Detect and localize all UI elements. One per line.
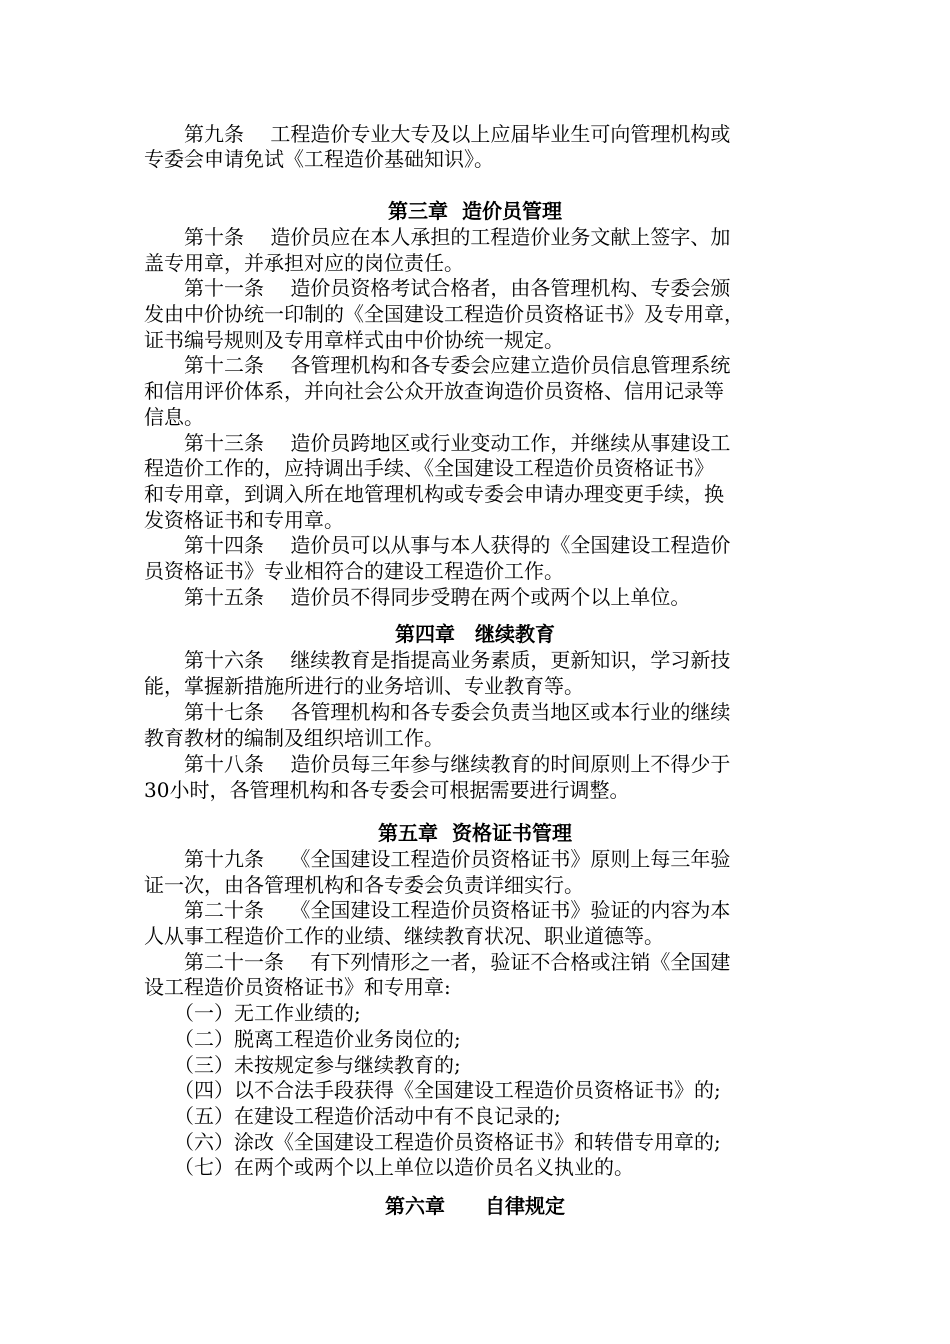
text-line: 设工程造价员资格证书》和专用章: [144,975,451,1000]
text-line: 发资格证书和专用章。 [144,507,344,532]
text-line: 证一次，由各管理机构和各专委会负责详细实行。 [144,872,584,897]
chapter-heading: 第六章 自律规定 [385,1194,565,1218]
text-line: 第十条 造价员应在本人承担的工程造价业务文献上签字、加 [144,225,731,249]
text-line: （三）未按规定参与继续教育的; [144,1052,461,1077]
text-line: 人从事工程造价工作的业绩、继续教育状况、职业道德等。 [144,924,664,949]
text-line: 第十七条 各管理机构和各专委会负责当地区或本行业的继续 [144,700,731,724]
text-line: （四）以不合法手段获得《全国建设工程造价员资格证书》的; [144,1078,721,1103]
text-line: 30小时，各管理机构和各专委会可根据需要进行调整。 [144,778,630,802]
text-line: 和专用章，到调入所在地管理机构或专委会申请办理变更手续，换 [144,481,724,506]
chapter-heading: 第四章 继续教育 [395,622,555,646]
text-line: （六）涂改《全国建设工程造价员资格证书》和转借专用章的; [144,1129,721,1154]
article-paragraph [144,122,834,172]
text-line: 第十四条 造价员可以从事与本人获得的《全国建设工程造价 [144,533,731,558]
chapter-heading: 第五章 资格证书管理 [378,821,572,845]
text-line: 第十一条 造价员资格考试合格者，由各管理机构、专委会颁 [144,276,731,301]
text-line: （一）无工作业绩的; [144,1001,361,1026]
text-line: 第二十条 《全国建设工程造价员资格证书》验证的内容为本 [144,898,731,923]
text-line: （二）脱离工程造价业务岗位的; [144,1026,461,1051]
text-line: 专委会申请免试《工程造价基础知识》。 [144,147,494,171]
text-line: 第十九条 《全国建设工程造价员资格证书》原则上每三年验 [144,847,731,871]
text-line: 第二十一条 有下列情形之一者，验证不合格或注销《全国建 [144,949,731,974]
article-paragraph [144,225,834,610]
chapter-heading: 第三章 造价员管理 [388,199,562,223]
text-line: 第十五条 造价员不得同步受聘在两个或两个以上单位。 [144,584,691,609]
text-line: 信息。 [144,404,204,429]
text-line: 员资格证书》专业相符合的建设工程造价工作。 [144,558,564,583]
text-line: 第十八条 造价员每三年参与继续教育的时间原则上不得少于 [144,752,731,776]
text-line: 盖专用章，并承担对应的岗位责任。 [144,250,464,275]
text-line: （五）在建设工程造价活动中有不良记录的; [144,1103,561,1128]
text-line: 程造价工作的，应持调出手续、《全国建设工程造价员资格证书》 [144,456,714,481]
text-line: 第十六条 继续教育是指提高业务素质，更新知识，学习新技 [144,648,731,672]
text-line: 发由中价协统一印制的《全国建设工程造价员资格证书》及专用章， [144,302,744,327]
text-line: 和信用评价体系，并向社会公众开放查询造价员资格、信用记录等 [144,379,724,404]
text-line: 证书编号规则及专用章样式由中价协统一规定。 [144,327,564,352]
article-paragraph [144,847,834,1181]
text-line: 第十三条 造价员跨地区或行业变动工作，并继续从事建设工 [144,430,731,455]
article-paragraph [144,647,834,803]
text-line: 能，掌握新措施所进行的业务培训、专业教育等。 [144,674,584,698]
text-line: （七）在两个或两个以上单位以造价员名义执业的。 [144,1155,634,1180]
text-line: 第九条 工程造价专业大专及以上应届毕业生可向管理机构或 [144,122,731,146]
text-line: 教育教材的编制及组织培训工作。 [144,726,444,750]
text-line: 第十二条 各管理机构和各专委会应建立造价员信息管理系统 [144,353,731,378]
